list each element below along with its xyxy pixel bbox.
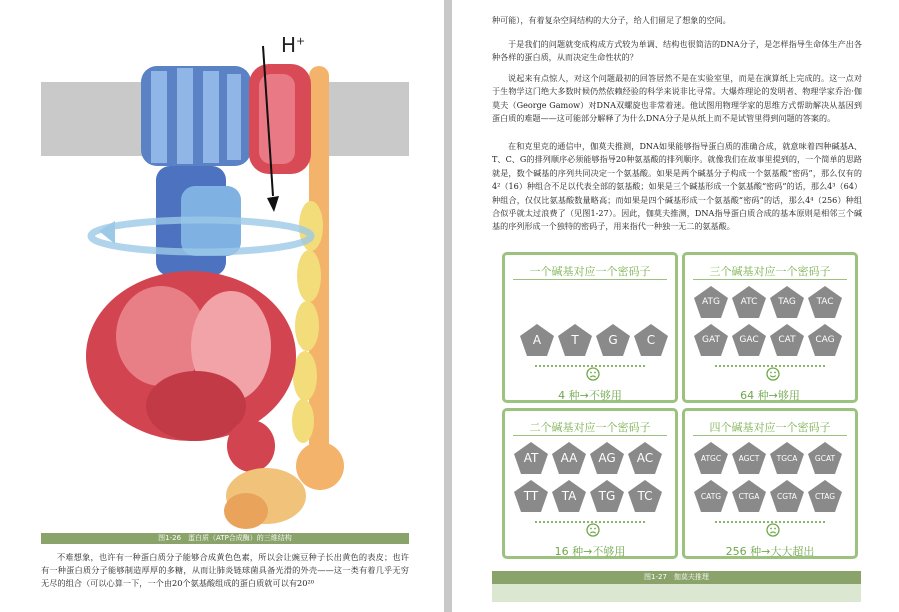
codon-tile: CAT xyxy=(769,323,805,357)
happy-face-icon xyxy=(766,367,780,381)
result-label: 64 种→够用 xyxy=(740,389,800,402)
codon-tile: TAC xyxy=(807,285,843,319)
figure-caption-1-27: 图1-27 伽莫夫推理 xyxy=(492,571,861,584)
panel-divider xyxy=(693,279,847,280)
codon-tile: GAC xyxy=(731,323,767,357)
caption-band xyxy=(492,584,861,602)
panel-four-bases xyxy=(682,408,858,559)
codon-tile: G xyxy=(595,323,631,357)
codon-tile: AG xyxy=(589,441,625,475)
codon-tile: TAG xyxy=(769,285,805,319)
codon-tile: AGCT xyxy=(731,441,767,475)
right-page xyxy=(452,0,899,612)
sad-face-icon xyxy=(586,523,600,537)
codon-tile: A xyxy=(519,323,555,357)
codon-tile: CTAG xyxy=(807,479,843,513)
codon-tile: AC xyxy=(627,441,663,475)
paragraph-2: 于是我们的问题就变成构成方式较为单调、结构也很简洁的DNA分子，是怎样指导生命体生产出各种各样的蛋白质，从而决定生命性状的？ xyxy=(492,39,862,63)
figure-caption-1-26: 图1-26 蛋白质（ATP合成酶）的三维结构 xyxy=(41,533,409,544)
panel-divider xyxy=(513,279,667,280)
panel-title: 二个碱基对应一个密码子 xyxy=(529,421,651,434)
codon-tile: ATC xyxy=(731,285,767,319)
codon-tile: T xyxy=(557,323,593,357)
result-label: 16 种→不够用 xyxy=(554,545,626,558)
codon-tile: TG xyxy=(589,479,625,513)
codon-tile: CTGA xyxy=(731,479,767,513)
codon-tile: TA xyxy=(551,479,587,513)
result-label: 256 种→大大超出 xyxy=(725,545,815,558)
panel-title: 四个碱基对应一个密码子 xyxy=(709,421,831,434)
page-gutter xyxy=(444,0,452,612)
panel-two-bases xyxy=(502,408,678,559)
panel-title: 一个碱基对应一个密码子 xyxy=(529,265,651,278)
codon-tile: CAG xyxy=(807,323,843,357)
panel-divider xyxy=(693,435,847,436)
codon-tile: AT xyxy=(513,441,549,475)
codon-tile: C xyxy=(633,323,669,357)
sad-face-icon xyxy=(766,523,780,537)
result-label: 4 种→不够用 xyxy=(558,389,622,402)
codon-tile: TT xyxy=(513,479,549,513)
left-page xyxy=(0,0,444,612)
panel-one-base xyxy=(502,252,678,403)
codon-tile: CGTA xyxy=(769,479,805,513)
proton-label: H+ xyxy=(281,33,306,57)
codon-tile: GCAT xyxy=(807,441,843,475)
paragraph-1: 种可能），有着复杂空间结构的大分子，给人们留足了想象的空间。 xyxy=(492,15,731,25)
panel-three-bases xyxy=(682,252,858,403)
left-paragraph: 不难想象，也许有一种蛋白质分子能够合成黄色色素，所以会让豌豆种子长出黄色的表皮；也许有一种蛋白质分子能够制造厚厚的多糖，从而让肺炎链球菌具备光滑的外壳——这一类有着几乎无穷无尽的组合（可以心算一下，一个由20个氨基酸组成的蛋白质就可以有20²⁰ xyxy=(41,552,409,589)
panel-title: 三个碱基对应一个密码子 xyxy=(709,265,831,278)
paragraph-3: 说起来有点惊人，对这个问题最初的回答居然不是在实验室里，而是在演算纸上完成的。这一点对于生物学这门绝大多数时候仍然依赖经验的科学来说非比寻常。大爆炸理论的发明者、物理学家乔治·伽莫夫（George Gamow）对DNA双螺旋也非常着迷。他试图用物理学家的思维方式帮助解决从基因到蛋白质的难题——这可能部分解释了为什么DNA分子是从纸上而不是试管里得到问题的答案的。 xyxy=(492,73,862,124)
sad-face-icon xyxy=(586,367,600,381)
codon-tile: GAT xyxy=(693,323,729,357)
paragraph-4: 在和克里克的通信中，伽莫夫推测，DNA如果能够指导蛋白质的准确合成，就意味着四种碱基A、T、C、G的排列顺序必须能够指导20种氨基酸的排列顺序。就像我们在故事里提到的，一个简单的思路就是，数个碱基的序列共同决定一个氨基酸。如果是两个碱基分子构成一个氨基酸“密码”，那么仅有的4²（16）种组合不足以代表全部的氨基酸；如果是三个碱基形成一个氨基酸“密码”的话，那么4³（64）种组合，仅仅比氨基酸数量略高；而如果是四个碱基形成一个氨基酸“密码”的话，那么4⁴（256）种组合似乎就太过浪费了（见图1-27）。因此，伽莫夫推测，DNA指导蛋白质合成的基本原则是相邻三个碱基的序列形成一个独特的密码子，用来指代一种独一无二的氨基酸。 xyxy=(492,141,862,232)
codon-tile: AA xyxy=(551,441,587,475)
codon-tile: ATGC xyxy=(693,441,729,475)
atp-synthase-figure xyxy=(41,16,409,532)
atp-synthase-illustration xyxy=(41,16,409,532)
codon-tile: ATG xyxy=(693,285,729,319)
codon-tile: TC xyxy=(627,479,663,513)
panel-divider xyxy=(513,435,667,436)
codon-tile: CATG xyxy=(693,479,729,513)
codon-tile: TGCA xyxy=(769,441,805,475)
